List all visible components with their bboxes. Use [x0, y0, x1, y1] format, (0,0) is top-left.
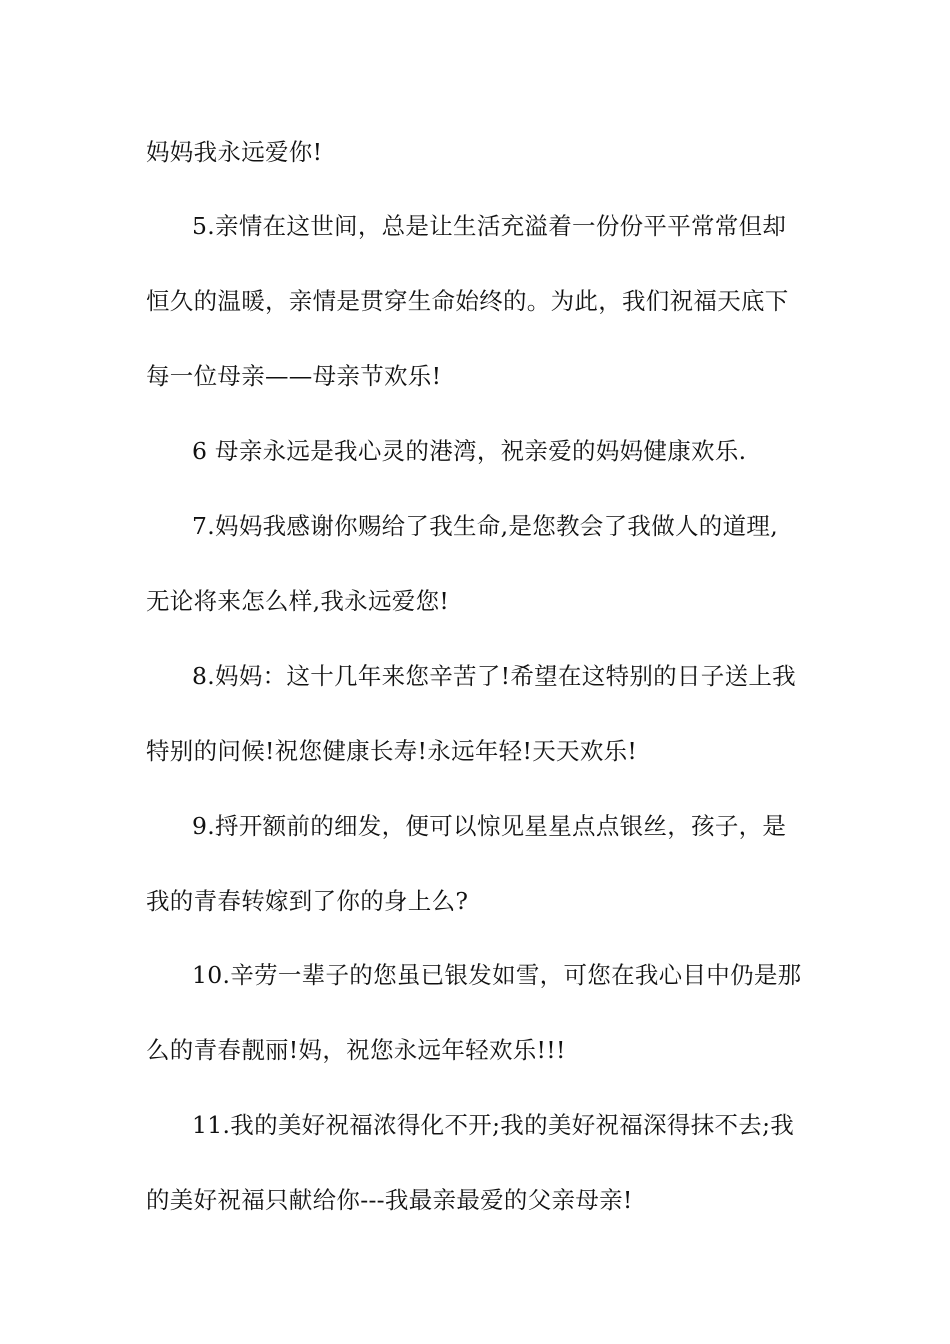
- text-line: 的美好祝福只献给你---我最亲最爱的父亲母亲!: [146, 1186, 633, 1214]
- text-line: 特别的问候!祝您健康长寿!永远年轻!天天欢乐!: [146, 737, 638, 765]
- text-line: 恒久的温暖，亲情是贯穿生命始终的。为此，我们祝福天底下: [146, 287, 789, 315]
- text-line: 8.妈妈：这十几年来您辛苦了!希望在这特别的日子送上我: [192, 662, 796, 690]
- text-line: 11.我的美好祝福浓得化不开;我的美好祝福深得抹不去;我: [192, 1111, 795, 1139]
- text-line: 妈妈我永远爱你!: [146, 138, 323, 166]
- text-line: 10.辛劳一辈子的您虽已银发如雪，可您在我心目中仍是那: [192, 961, 802, 989]
- text-line: 么的青春靓丽!妈，祝您永远年轻欢乐!!!: [146, 1036, 566, 1064]
- text-line: 9.捋开额前的细发，便可以惊见星星点点银丝，孩子，是: [192, 812, 787, 840]
- text-line: 6 母亲永远是我心灵的港湾，祝亲爱的妈妈健康欢乐.: [192, 437, 747, 465]
- text-line: 5.亲情在这世间，总是让生活充溢着一份份平平常常但却: [192, 212, 787, 240]
- text-line: 无论将来怎么样,我永远爱您!: [146, 587, 450, 615]
- text-line: 7.妈妈我感谢你赐给了我生命,是您教会了我做人的道理,: [192, 512, 778, 540]
- text-line: 我的青春转嫁到了你的身上么?: [146, 887, 469, 915]
- text-line: 每一位母亲——母亲节欢乐!: [146, 362, 442, 390]
